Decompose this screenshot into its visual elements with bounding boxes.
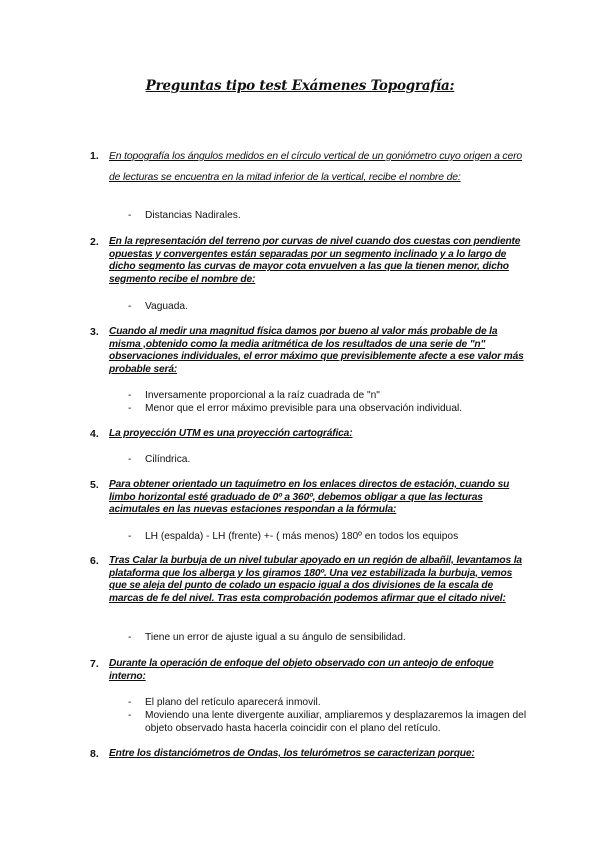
answer-item: - LH (espalda) - LH (frente) +- ( más menos) 180º en todos los equipos: [128, 531, 459, 542]
answer-item: - Menor que el error máximo previsible para una observación individual.: [128, 403, 463, 414]
question-text: Tras Calar la burbuja de un nivel tubular apoyado en un región de albañil, levantamos la plataforma que los alberga y los giramos 180º. Una vez estabilizada la burbuja, vemos que se aleja del punto de colado un espacio igual a dos divisiones de la escala de marcas de fe del nivel. Tras esta comprobación podemos afirmar que el citado nivel:: [109, 555, 522, 604]
answers-6: [128, 631, 538, 644]
answers-2: [128, 300, 538, 313]
question-number: 8.: [90, 748, 99, 760]
question-number: 7.: [90, 658, 99, 670]
answer-item: - Inversamente proporcional a la raíz cuadrada de "n": [128, 390, 380, 401]
question-8: [90, 748, 530, 761]
answer-item: - Distancias Nadirales.: [128, 210, 241, 221]
question-5: [90, 479, 530, 517]
answers-7: [128, 696, 538, 735]
question-6: [90, 555, 530, 605]
question-7: [90, 658, 530, 683]
question-2: [90, 236, 530, 286]
answers-3: [128, 389, 538, 415]
answer-item: - Cilíndrica.: [128, 454, 191, 465]
question-number: 2.: [90, 236, 99, 248]
question-text: Para obtener orientado un taquímetro en los enlaces directos de estación, cuando su limbo horizontal esté graduado de 0º a 360º, debemos obligar a que las lecturas acimutales en las nuevas estaciones respondan a la fórmula:: [109, 479, 510, 516]
question-text: Entre los distanciómetros de Ondas, los telurómetros se caracterizan porque:: [109, 748, 475, 759]
question-4: [90, 428, 530, 441]
answers-1: [128, 209, 538, 222]
question-number: 6.: [90, 555, 99, 567]
answers-5: [128, 530, 538, 543]
answer-item: - Tiene un error de ajuste igual a su ángulo de sensibilidad.: [128, 632, 406, 643]
question-text: Durante la operación de enfoque del objeto observado con un anteojo de enfoque interno:: [109, 658, 494, 682]
question-3: [90, 326, 530, 376]
question-text: En topografía los ángulos medidos en el círculo vertical de un goniómetro cuyo origen a cero de lecturas se encuentra en la mitad inferior de la vertical, recibe el nombre de:: [109, 151, 523, 183]
question-text: En la representación del terreno por curvas de nivel cuando dos cuestas con pendiente opuestas y convergentes están separadas por un segmento inclinado y a lo largo de dicho segmento las curvas de mayor cota envuelven a las que la tienen menor, dicho segmento recibe el nombre de:: [109, 236, 521, 285]
question-number: 1.: [90, 150, 99, 162]
answer-item: - El plano del retículo aparecerá inmovil.: [128, 697, 321, 708]
question-text: La proyección UTM es una proyección cartográfica:: [109, 428, 353, 439]
page-title: Preguntas tipo test Exámenes Topografía:: [145, 78, 455, 94]
question-text: Cuando al medir una magnitud física damos por bueno al valor más probable de la misma ,obtenido como la media aritmética de los resultados de una serie de "n" observaciones individuales, el error máximo que previsiblemente afecte a ese valor más probable será:: [109, 326, 524, 375]
answer-item: - Vaguada.: [128, 301, 188, 312]
question-1: [90, 146, 530, 188]
question-number: 4.: [90, 428, 99, 440]
answers-4: [128, 453, 538, 466]
answer-item: - Moviendo una lente divergente auxiliar, ampliaremos y desplazaremos la imagen del objeto observado hasta hacerla coincidir con el plano del retículo.: [128, 710, 527, 734]
question-number: 3.: [90, 326, 99, 338]
question-number: 5.: [90, 479, 99, 491]
